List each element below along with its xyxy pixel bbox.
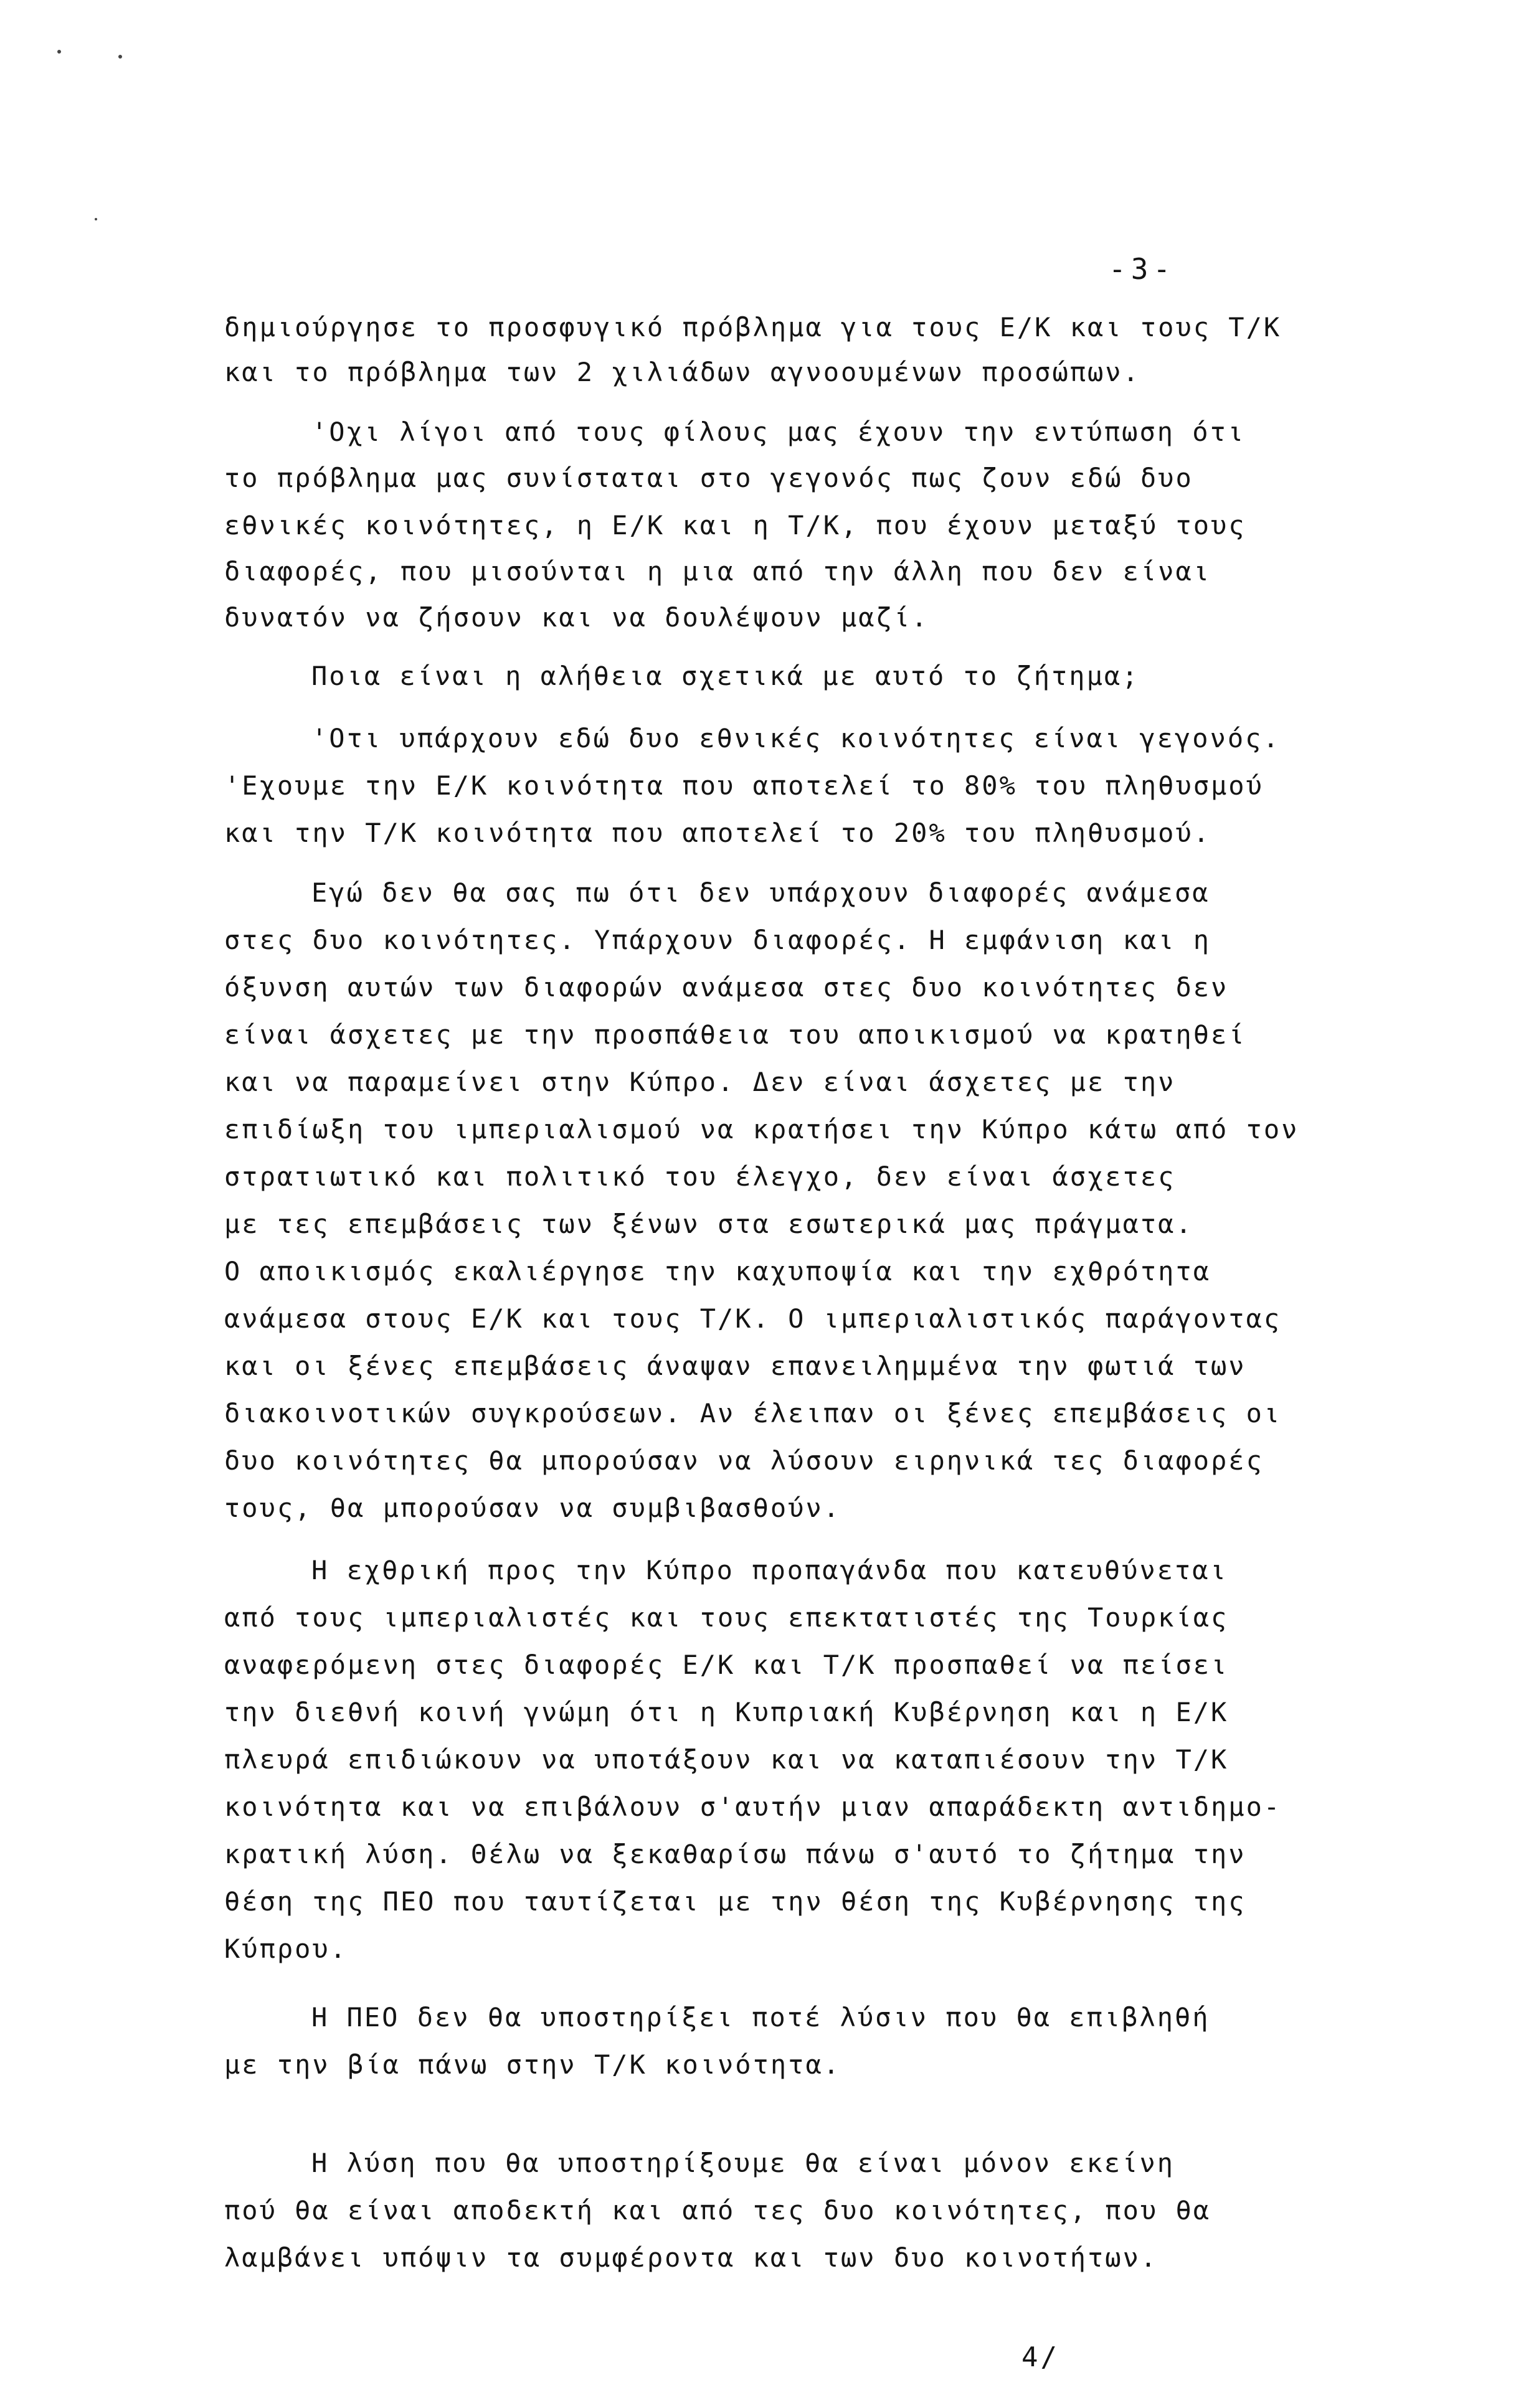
scan-speck [118,55,122,59]
text-line: 'Οτι υπάρχουν εδώ δυο εθνικές κοινότητες είναι γεγονός. [311,723,1281,753]
text-line: αναφερόμενη στες διαφορές Ε/Κ και Τ/Κ προσπαθεί να πείσει [224,1650,1229,1680]
text-line: Εγώ δεν θα σας πω ότι δεν υπάρχουν διαφορές ανάμεσα [311,877,1210,908]
next-page-marker: 4/ [1021,2341,1059,2373]
scan-speck [57,50,61,54]
text-line: πλευρά επιδιώκουν να υποτάξουν και να καταπιέσουν την Τ/Κ [224,1744,1229,1775]
text-line: 'Εχουμε την Ε/Κ κοινότητα που αποτελεί το 80% του πληθυσμού [224,770,1264,801]
text-line: λαμβάνει υπόψιν τα συμφέροντα και των δυο κοινοτήτων. [224,2242,1159,2273]
text-line: Ο αποικισμός εκαλιέργησε την καχυποψία και την εχθρότητα [224,1256,1211,1287]
text-line: τους, θα μπορούσαν να συμβιβασθούν. [224,1493,841,1523]
text-line: την διεθνή κοινή γνώμη ότι η Κυπριακή Κυβέρνηση και η Ε/Κ [224,1697,1229,1727]
text-line: επιδίωξη του ιμπεριαλισμού να κρατήσει την Κύπρο κάτω από τον [224,1114,1299,1145]
text-line: όξυνση αυτών των διαφορών ανάμεσα στες δυο κοινότητες δεν [224,972,1229,1003]
text-line: είναι άσχετες με την προσπάθεια του αποικισμού να κρατηθεί [224,1019,1246,1050]
text-line: Η εχθρική προς την Κύπρο προπαγάνδα που κατευθύνεται [311,1555,1228,1585]
text-line: από τους ιμπεριαλιστές και τους επεκτατιστές της Τουρκίας [224,1602,1229,1633]
text-line: Η λύση που θα υποστηρίξουμε θα είναι μόνον εκείνη [311,2148,1175,2178]
text-line: κοινότητα και να επιβάλουν σ'αυτήν μιαν απαράδεκτη αντιδημο- [224,1792,1282,1822]
text-line: με τες επεμβάσεις των ξένων στα εσωτερικά μας πράγματα. [224,1209,1193,1239]
page-number: -3- [1109,252,1176,286]
text-line: το πρόβλημα μας συνίσταται στο γεγονός πως ζουν εδώ δυο [224,463,1193,493]
text-line: θέση της ΠΕΟ που ταυτίζεται με την θέση της Κυβέρνησης της [224,1886,1246,1917]
text-line: δημιούργησε το προσφυγικό πρόβλημα για τους Ε/Κ και τους Τ/Κ [224,312,1282,342]
text-line: δυο κοινότητες θα μπορούσαν να λύσουν ειρηνικά τες διαφορές [224,1445,1264,1476]
text-line: διακοινοτικών συγκρούσεων. Αν έλειπαν οι ξένες επεμβάσεις οι [224,1398,1282,1428]
text-line: και να παραμείνει στην Κύπρο. Δεν είναι άσχετες με την [224,1067,1176,1097]
text-line: και το πρόβλημα των 2 χιλιάδων αγνοουμένων προσώπων. [224,357,1140,387]
text-line: δυνατόν να ζήσουν και να δουλέψουν μαζί. [224,602,929,633]
text-line: πού θα είναι αποδεκτή και από τες δυο κοινότητες, που θα [224,2195,1211,2226]
text-line: και την Τ/Κ κοινότητα που αποτελεί το 20% του πληθυσμού. [224,818,1211,848]
text-line: και οι ξένες επεμβάσεις άναψαν επανειλημμένα την φωτιά των [224,1351,1246,1381]
text-line: στες δυο κοινότητες. Υπάρχουν διαφορές. Η εμφάνιση και η [224,925,1211,955]
text-line: στρατιωτικό και πολιτικό του έλεγχο, δεν είναι άσχετες [224,1161,1176,1192]
text-line: Κύπρου. [224,1933,348,1964]
text-line: 'Οχι λίγοι από τους φίλους μας έχουν την εντύπωση ότι [311,417,1246,447]
text-line: διαφορές, που μισούνται η μια από την άλλη που δεν είναι [224,556,1211,587]
text-line: με την βία πάνω στην Τ/Κ κοινότητα. [224,2049,841,2080]
text-line: ανάμεσα στους Ε/Κ και τους Τ/Κ. Ο ιμπεριαλιστικός παράγοντας [224,1303,1282,1334]
text-line: εθνικές κοινότητες, η Ε/Κ και η Τ/Κ, που έχουν μεταξύ τους [224,510,1246,541]
text-line: Η ΠΕΟ δεν θα υποστηρίξει ποτέ λύσιν που θα επιβληθή [311,2002,1210,2033]
text-line: κρατική λύση. Θέλω να ξεκαθαρίσω πάνω σ'αυτό το ζήτημα την [224,1839,1246,1869]
scan-speck [95,218,97,220]
text-line: Ποια είναι η αλήθεια σχετικά με αυτό το ζήτημα; [311,661,1140,691]
